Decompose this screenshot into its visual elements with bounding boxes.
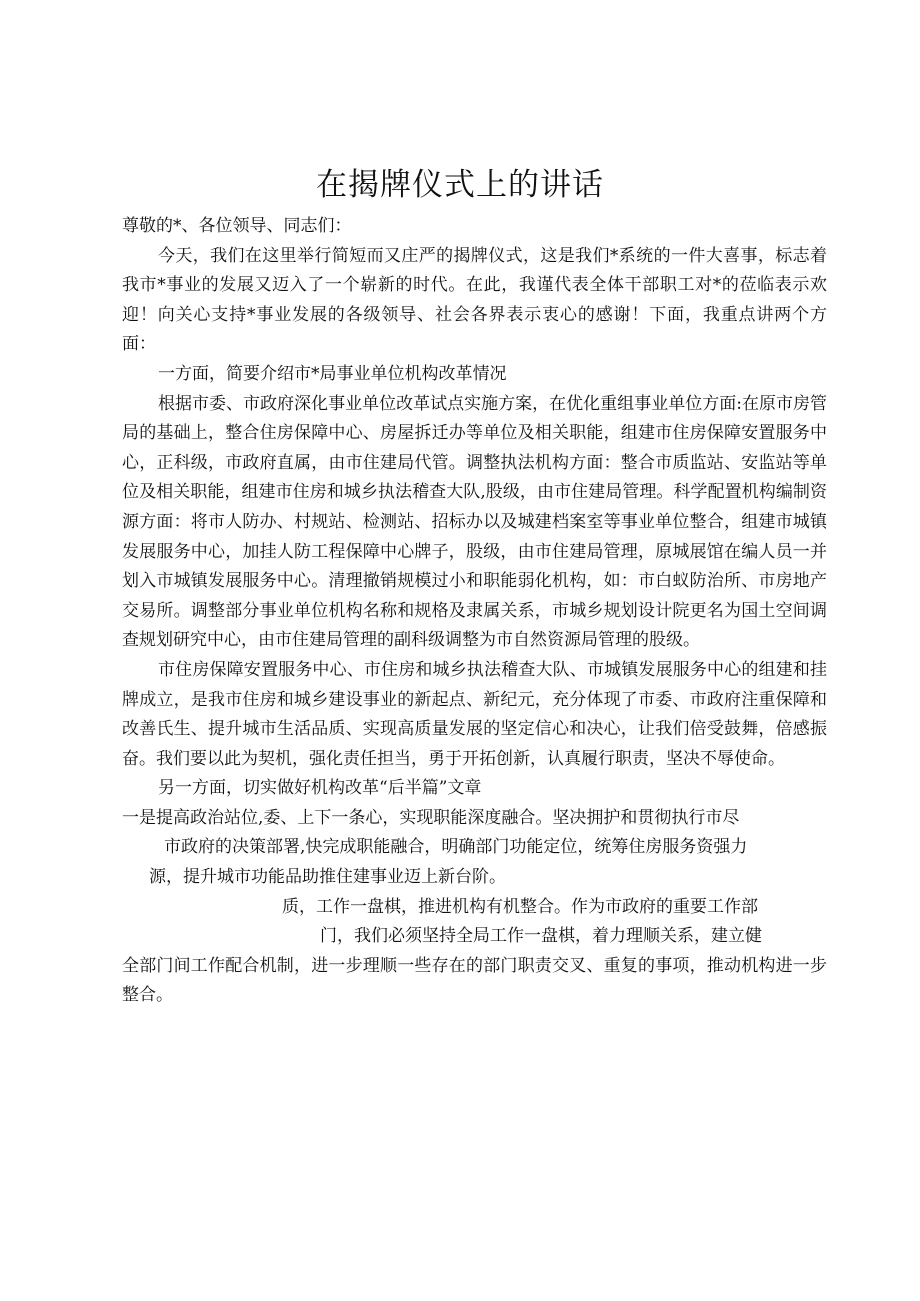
significance-paragraph: 市住房保障安置服务中心、市住房和城乡执法稽查大队、市城镇发展服务中心的组建和挂牌成立，是我市住房和城乡建设事业的新起点、新纪元，充分体现了市委、市政府注重保障和改善氏生、提升城市生活品质、实现高质量发展的坚定信心和决心，让我们倍受鼓舞，倍感振奋。我们要以此为契机，强化责任担当，勇于开拓创新，认真履行职责，坚决不辱使命。 (122, 659, 827, 769)
misaligned-line: 一是提高政治站位,委、上下一条心，实现职能深度融合。坚决拥护和贯彻执行市尽 (122, 807, 740, 828)
section-heading-two: 另一方面，切实做好机构改革“后半篇”文章 (158, 778, 482, 799)
misaligned-line: 市政府的决策部署,快完成职能融合，明确部门功能定位，统筹住房服务资强力 (164, 837, 748, 858)
opening-paragraph: 今天，我们在这里举行简短而又庄严的揭牌仪式，这是我们*系统的一件大喜事，标志着我市*事业的发展又迈入了一个崭新的时代。在此，我谨代表全体干部职工对*的莅临表示欢迎！向关心支持*事业发展的各级领导、社会各界表示衷心的感谢！下面，我重点讲两个方面： (122, 245, 827, 355)
misaligned-line: 质，工作一盘棋，推进机构有机整合。作为市政府的重要工作部 (282, 896, 758, 917)
document-body (122, 212, 827, 1011)
section-heading-one: 一方面，简要介绍市*局事业单位机构改革情况 (158, 363, 507, 384)
document-title: 在揭牌仪式上的讲话 (316, 167, 604, 203)
reform-details-paragraph: 根据市委、市政府深化事业单位改革试点实施方案，在优化重组事业单位方面:在原市房管局的基础上，整合住房保障中心、房屋拆迁办等单位及相关职能，组建市住房保障安置服务中心，正科级，市政府直属，由市住建局代管。调整执法机构方面：整合市质监站、安监站等单位及相关职能，组建市住房和城乡执法稽查大队,股级，由市住建局管理。科学配置机构编制资源方面：将市人防办、村规站、检测站、招标办以及城建档案室等事业单位整合，组建市城镇发展服务中心，加挂人防工程保障中心牌子，股级，由市住建局管理，原城展馆在编人员一并划入市城镇发展服务中心。清理撤销规模过小和职能弱化机构，如：市白蚁防治所、市房地产交易所。调整部分事业单位机构名称和规格及隶属关系，市城乡规划设计院更名为国土空间调查规划研究中心，由市住建局管理的副科级调整为市自然资源局管理的股级。 (122, 393, 827, 651)
misaligned-line: 门，我们必须坚持全局工作一盘棋，着力理顺关系，建立健 (320, 926, 762, 947)
salutation: 尊敬的*、各位领导、同志们： (122, 216, 352, 236)
closing-paragraph: 全部门间工作配合机制，进一步理顺一些存在的部门职责交叉、重复的事项，推动机构进一步整合。 (122, 955, 827, 1006)
misaligned-line: 源，提升城市功能品助推住建事业迈上新台阶。 (149, 867, 506, 888)
